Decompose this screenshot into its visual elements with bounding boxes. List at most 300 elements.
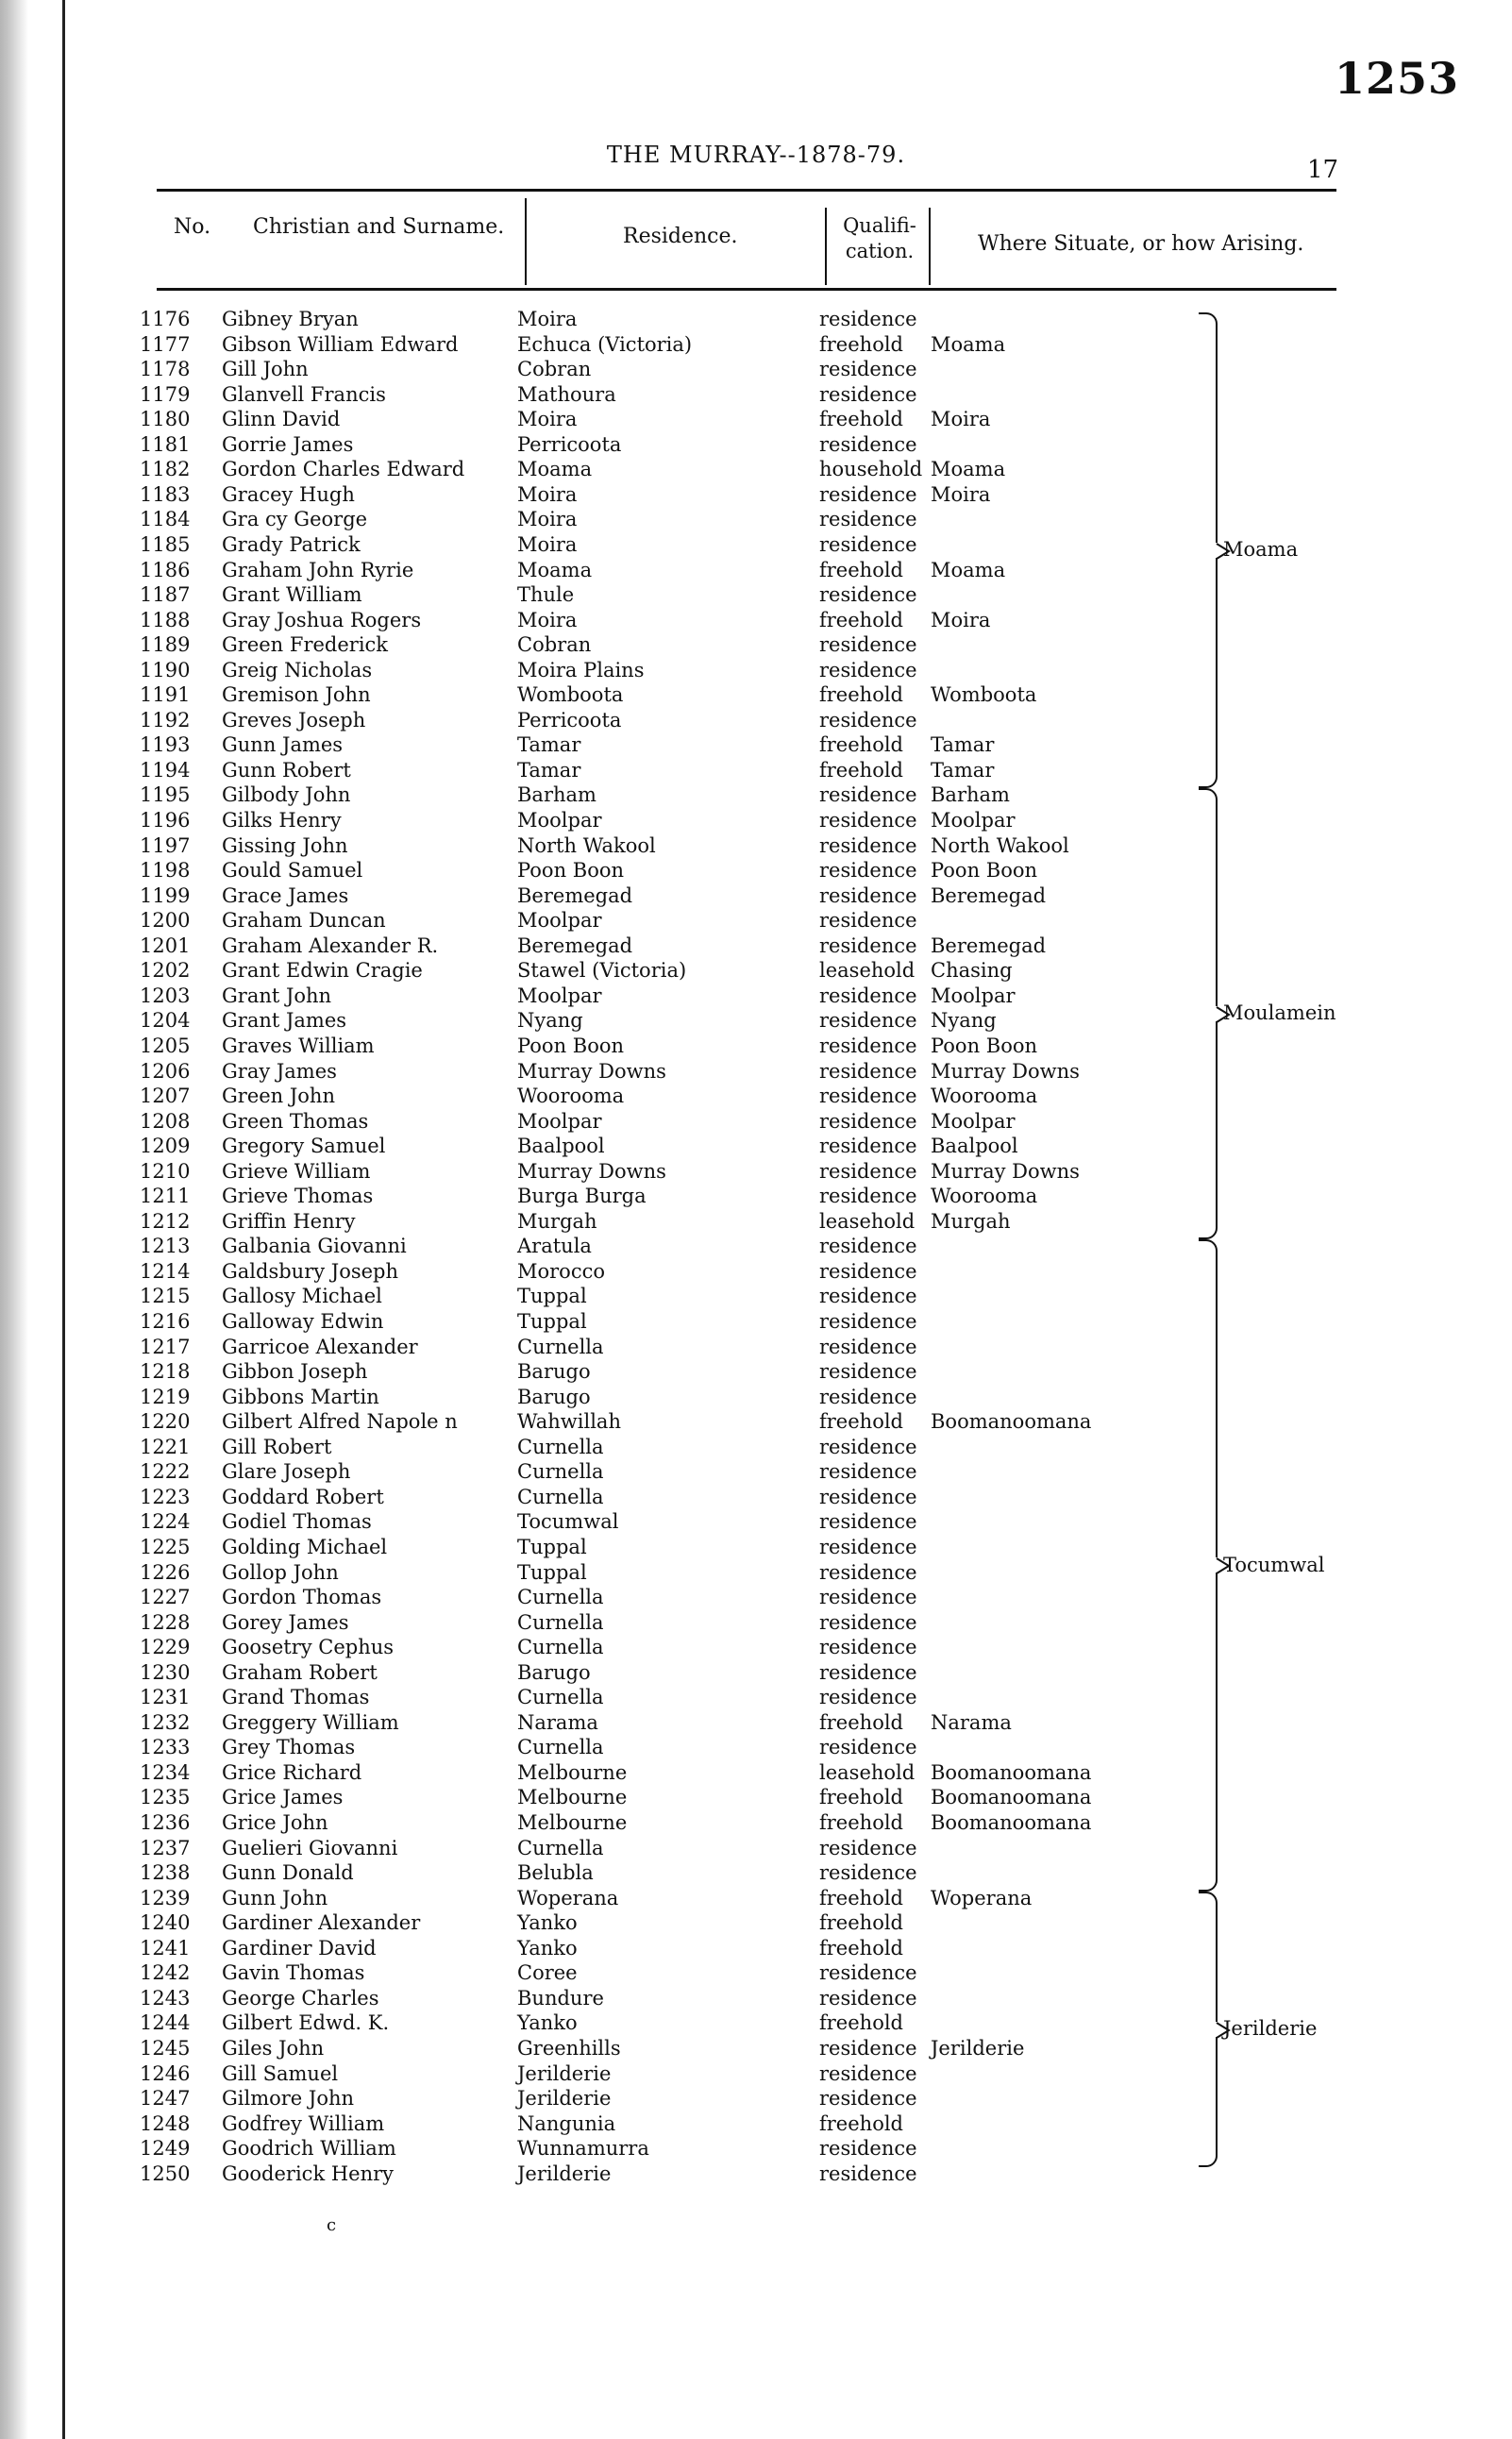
row-number: 1199 [140,883,191,907]
table-row [0,1860,1512,1885]
row-residence: Moama [517,458,593,481]
row-residence: Barugo [517,1385,591,1408]
row-residence: Morocco [517,1259,605,1283]
row-qualification: residence [819,1235,917,1258]
table-row [0,2036,1512,2061]
row-qualification: residence [819,1335,917,1358]
row-qualification: residence [819,1034,917,1057]
row-number: 1176 [140,308,191,330]
row-where: Poon Boon [931,859,1038,883]
row-residence: Bundure [517,1986,604,2010]
row-number: 1225 [140,1535,191,1558]
row-where: Murray Downs [931,1059,1080,1083]
header-name: Christian and Surname. [253,215,505,239]
row-name: Griffin Henry [222,1209,356,1233]
row-name: Glanvell Francis [222,382,386,406]
group-label: Moama [1223,538,1299,562]
row-number: 1198 [140,859,191,883]
row-number: 1232 [140,1710,191,1734]
row-qualification: freehold [819,408,903,431]
row-number: 1206 [140,1059,191,1083]
table-row [0,1435,1512,1459]
row-residence: Curnella [517,1335,604,1358]
row-name: Grant James [222,1009,347,1033]
row-number: 1205 [140,1034,191,1057]
row-residence: Tamar [517,733,581,757]
row-name: Gracey Hugh [222,482,355,506]
table-row [0,457,1512,481]
row-qualification: residence [819,1660,917,1684]
row-residence: Melbourne [517,1760,628,1784]
row-number: 1231 [140,1686,191,1709]
row-residence: Moira Plains [517,658,645,681]
row-qualification: residence [819,482,917,506]
table-row [0,1409,1512,1434]
header-divider-2 [825,208,827,285]
row-residence: Jerilderie [517,2061,612,2085]
row-where: Moama [931,558,1006,581]
row-qualification: residence [819,633,917,657]
row-qualification: residence [819,308,917,330]
row-qualification: residence [819,1736,917,1759]
row-number: 1249 [140,2137,191,2161]
row-number: 1184 [140,508,191,531]
table-row [0,1309,1512,1334]
row-number: 1190 [140,658,191,681]
row-name: Gorey James [222,1610,349,1634]
row-residence: North Wakool [517,833,656,857]
row-name: Grant Edwin Cragie [222,959,423,983]
table-row [0,958,1512,983]
table-row [0,858,1512,883]
row-qualification: residence [819,909,917,933]
row-where: Jerilderie [931,2036,1025,2060]
row-residence: Murray Downs [517,1159,666,1183]
row-number: 1211 [140,1185,191,1208]
row-name: Graves William [222,1034,375,1057]
row-number: 1183 [140,482,191,506]
row-where: Moama [931,332,1006,356]
row-number: 1191 [140,683,191,707]
row-where: Tamar [931,758,995,782]
table-row [0,608,1512,632]
row-where: Narama [931,1710,1012,1734]
table-row [0,732,1512,757]
table-row [0,682,1512,707]
table-row [0,1259,1512,1284]
header-divider-3 [929,208,931,285]
row-qualification: freehold [819,1936,903,1960]
table-row [0,883,1512,908]
row-where: Beremegad [931,883,1047,907]
row-number: 1226 [140,1560,191,1584]
row-where: Moira [931,608,991,631]
row-name: Greves Joseph [222,708,366,732]
row-number: 1178 [140,358,191,381]
row-qualification: residence [819,1259,917,1283]
row-residence: Womboota [517,683,624,707]
row-qualification: residence [819,508,917,531]
row-residence: Moolpar [517,1109,602,1133]
row-number: 1215 [140,1285,191,1308]
row-qualification: residence [819,1636,917,1659]
table-row [0,2086,1512,2111]
row-number: 1194 [140,758,191,782]
header-no: No. [174,215,211,239]
row-residence: Murgah [517,1209,597,1233]
table-row [0,2136,1512,2161]
row-number: 1241 [140,1936,191,1960]
row-number: 1196 [140,809,191,832]
row-residence: Curnella [517,1485,604,1508]
table-row [0,1459,1512,1484]
row-name: Goosetry Cephus [222,1636,395,1659]
row-qualification: residence [819,382,917,406]
table-row [0,1585,1512,1609]
row-residence: Jerilderie [517,2161,612,2185]
row-residence: Moira [517,532,578,556]
row-qualification: freehold [819,2111,903,2135]
row-qualification: freehold [819,2011,903,2035]
row-name: Gibson William Edward [222,332,459,356]
row-where: Woorooma [931,1085,1038,1108]
row-name: Glare Joseph [222,1460,351,1484]
row-residence: Tuppal [517,1310,587,1333]
row-residence: Belubla [517,1861,594,1885]
row-residence: Aratula [517,1235,592,1258]
row-number: 1239 [140,1886,191,1909]
row-where: Moolpar [931,809,1016,832]
row-qualification: residence [819,1836,917,1859]
row-number: 1214 [140,1259,191,1283]
row-name: Green Thomas [222,1109,369,1133]
table-row [0,708,1512,732]
table-row [0,1109,1512,1134]
header-top-rule [157,189,1336,192]
table-row [0,1134,1512,1158]
row-where: Moolpar [931,1109,1016,1133]
table-row [0,558,1512,582]
row-number: 1209 [140,1135,191,1158]
row-number: 1233 [140,1736,191,1759]
table-row [0,382,1512,407]
table-row [0,307,1512,331]
row-number: 1242 [140,1961,191,1985]
row-qualification: freehold [819,1811,903,1834]
row-number: 1247 [140,2087,191,2111]
row-name: Graham Robert [222,1660,378,1684]
row-number: 1217 [140,1335,191,1358]
row-residence: Moama [517,558,593,581]
row-name: Grace James [222,883,349,907]
row-where: Murgah [931,1209,1011,1233]
row-number: 1177 [140,332,191,356]
row-qualification: residence [819,1435,917,1458]
row-qualification: residence [819,1385,917,1408]
row-qualification: residence [819,358,917,381]
group-label: Tocumwal [1223,1553,1325,1576]
row-number: 1227 [140,1586,191,1609]
row-number: 1197 [140,833,191,857]
row-where: Poon Boon [931,1034,1038,1057]
row-residence: Tuppal [517,1535,587,1558]
row-residence: Curnella [517,1686,604,1709]
table-row [0,1810,1512,1835]
row-qualification: freehold [819,733,903,757]
row-name: Godfrey William [222,2111,385,2135]
row-name: Graham Alexander R. [222,934,439,957]
table-row [0,632,1512,657]
row-qualification: freehold [819,1886,903,1909]
row-qualification: residence [819,833,917,857]
row-qualification: residence [819,432,917,456]
header-residence: Residence. [623,225,738,248]
row-name: Gibbons Martin [222,1385,379,1408]
row-number: 1218 [140,1360,191,1384]
row-residence: Greenhills [517,2036,621,2060]
table-row [0,1660,1512,1685]
row-qualification: residence [819,1485,917,1508]
row-name: Gray Joshua Rogers [222,608,422,631]
row-residence: Melbourne [517,1811,628,1834]
row-residence: Moira [517,408,578,431]
row-where: Woperana [931,1886,1033,1909]
row-qualification: residence [819,934,917,957]
row-residence: Echuca (Victoria) [517,332,693,356]
row-name: Gill John [222,358,309,381]
row-name: Gould Samuel [222,859,363,883]
row-number: 1223 [140,1485,191,1508]
row-qualification: freehold [819,1786,903,1809]
row-residence: Coree [517,1961,578,1985]
row-number: 1246 [140,2061,191,2085]
table-row [0,758,1512,782]
table-row [0,1485,1512,1509]
table-row [0,1034,1512,1058]
row-name: Gollop John [222,1560,339,1584]
row-number: 1208 [140,1109,191,1133]
row-number: 1201 [140,934,191,957]
row-number: 1188 [140,608,191,631]
row-qualification: residence [819,1085,917,1108]
row-name: Gordon Thomas [222,1586,382,1609]
row-name: Gavin Thomas [222,1961,365,1985]
row-qualification: residence [819,583,917,607]
row-number: 1237 [140,1836,191,1859]
row-where: Murray Downs [931,1159,1080,1183]
row-name: Grand Thomas [222,1686,370,1709]
row-where: Womboota [931,683,1037,707]
table-row [0,1234,1512,1258]
header-divider-1 [525,198,527,285]
row-name: Gordon Charles Edward [222,458,465,481]
row-qualification: leasehold [819,959,916,983]
row-number: 1244 [140,2011,191,2035]
row-name: Gunn James [222,733,344,757]
row-residence: Curnella [517,1636,604,1659]
row-name: Gardiner David [222,1936,377,1960]
row-name: Goddard Robert [222,1485,384,1508]
row-number: 1219 [140,1385,191,1408]
row-name: Grant John [222,984,332,1007]
row-qualification: residence [819,1285,917,1308]
row-name: Gremison John [222,683,371,707]
row-qualification: residence [819,2137,917,2161]
header-where: Where Situate, or how Arising. [978,232,1304,256]
row-name: Graham Duncan [222,909,386,933]
table-row [0,332,1512,357]
row-name: Graham John Ryrie [222,558,414,581]
row-name: Gilbert Alfred Napole n [222,1410,458,1434]
row-residence: Yanko [517,1936,578,1960]
row-qualification: residence [819,1861,917,1885]
row-qualification: residence [819,2087,917,2111]
row-residence: Tuppal [517,1560,587,1584]
row-number: 1229 [140,1636,191,1659]
row-residence: Curnella [517,1435,604,1458]
row-name: Gissing John [222,833,348,857]
row-number: 1245 [140,2036,191,2060]
row-qualification: residence [819,1986,917,2010]
row-residence: Barugo [517,1360,591,1384]
table-row [0,1184,1512,1208]
page-title: THE MURRAY--1878-79. [606,142,906,168]
row-number: 1193 [140,733,191,757]
row-residence: Moira [517,608,578,631]
row-residence: Curnella [517,1460,604,1484]
row-number: 1179 [140,382,191,406]
table-row [0,582,1512,607]
table-row [0,1509,1512,1534]
row-residence: Curnella [517,1586,604,1609]
row-name: Glinn David [222,408,341,431]
table-row [0,1910,1512,1935]
row-number: 1202 [140,959,191,983]
table-row [0,1610,1512,1635]
row-qualification: residence [819,658,917,681]
row-qualification: residence [819,984,917,1007]
row-qualification: residence [819,1185,917,1208]
row-name: Gilbody John [222,783,351,807]
header-qualification: Qualifi- cation. [843,214,916,262]
row-name: Godiel Thomas [222,1510,372,1534]
row-residence: Beremegad [517,883,633,907]
row-qualification: residence [819,1310,917,1333]
table-row [0,1936,1512,1960]
row-name: Gill Samuel [222,2061,339,2085]
table-row [0,934,1512,958]
row-residence: Woorooma [517,1085,625,1108]
row-number: 1236 [140,1811,191,1834]
table-row [0,1735,1512,1759]
row-name: Grice James [222,1786,344,1809]
row-name: Guelieri Giovanni [222,1836,398,1859]
row-where: North Wakool [931,833,1069,857]
row-number: 1230 [140,1660,191,1684]
row-residence: Melbourne [517,1786,628,1809]
table-row [0,2111,1512,2136]
row-residence: Wunnamurra [517,2137,649,2161]
row-name: Gray James [222,1059,337,1083]
row-qualification: residence [819,1059,917,1083]
table-row [0,1960,1512,1985]
table-row [0,1886,1512,1910]
row-name: Gilmore John [222,2087,355,2111]
table-row [0,1359,1512,1384]
table-row [0,2161,1512,2186]
table-row [0,2061,1512,2086]
row-qualification: residence [819,1686,917,1709]
row-residence: Curnella [517,1836,604,1859]
row-number: 1220 [140,1410,191,1434]
row-residence: Tamar [517,758,581,782]
row-qualification: residence [819,2036,917,2060]
row-where: Boomanoomana [931,1760,1092,1784]
row-where: Nyang [931,1009,997,1033]
row-qualification: residence [819,1535,917,1558]
row-qualification: residence [819,1560,917,1584]
row-name: Galbania Giovanni [222,1235,407,1258]
row-number: 1182 [140,458,191,481]
row-residence: Perricoota [517,708,622,732]
row-name: George Charles [222,1986,379,2010]
row-number: 1243 [140,1986,191,2010]
row-where: Boomanoomana [931,1786,1092,1809]
row-name: Grey Thomas [222,1736,356,1759]
row-qualification: freehold [819,1911,903,1935]
row-qualification: leasehold [819,1209,916,1233]
table-row [0,1635,1512,1659]
row-name: Gunn Robert [222,758,351,782]
row-qualification: residence [819,883,917,907]
row-number: 1200 [140,909,191,933]
row-number: 1204 [140,1009,191,1033]
row-residence: Woperana [517,1886,619,1909]
table-row [0,782,1512,807]
row-residence: Thule [517,583,575,607]
row-residence: Barugo [517,1660,591,1684]
row-residence: Tocumwal [517,1510,619,1534]
table-row [0,432,1512,457]
row-number: 1224 [140,1510,191,1534]
row-residence: Jerilderie [517,2087,612,2111]
row-residence: Nangunia [517,2111,616,2135]
row-qualification: residence [819,2161,917,2185]
table-row [0,1284,1512,1308]
row-qualification: residence [819,1586,917,1609]
row-residence: Poon Boon [517,859,625,883]
row-qualification: residence [819,1610,917,1634]
sheet-number: 17 [1307,156,1339,184]
row-residence: Narama [517,1710,598,1734]
footnote: c [327,2215,337,2235]
table-row [0,507,1512,531]
row-where: Barham [931,783,1010,807]
row-number: 1222 [140,1460,191,1484]
row-residence: Moolpar [517,984,602,1007]
row-residence: Moolpar [517,809,602,832]
table-row [0,908,1512,933]
row-number: 1221 [140,1435,191,1458]
row-qualification: freehold [819,558,903,581]
row-residence: Burga Burga [517,1185,647,1208]
row-residence: Cobran [517,633,592,657]
table-row [0,833,1512,858]
row-name: Golding Michael [222,1535,388,1558]
row-number: 1180 [140,408,191,431]
row-number: 1234 [140,1760,191,1784]
row-residence: Murray Downs [517,1059,666,1083]
